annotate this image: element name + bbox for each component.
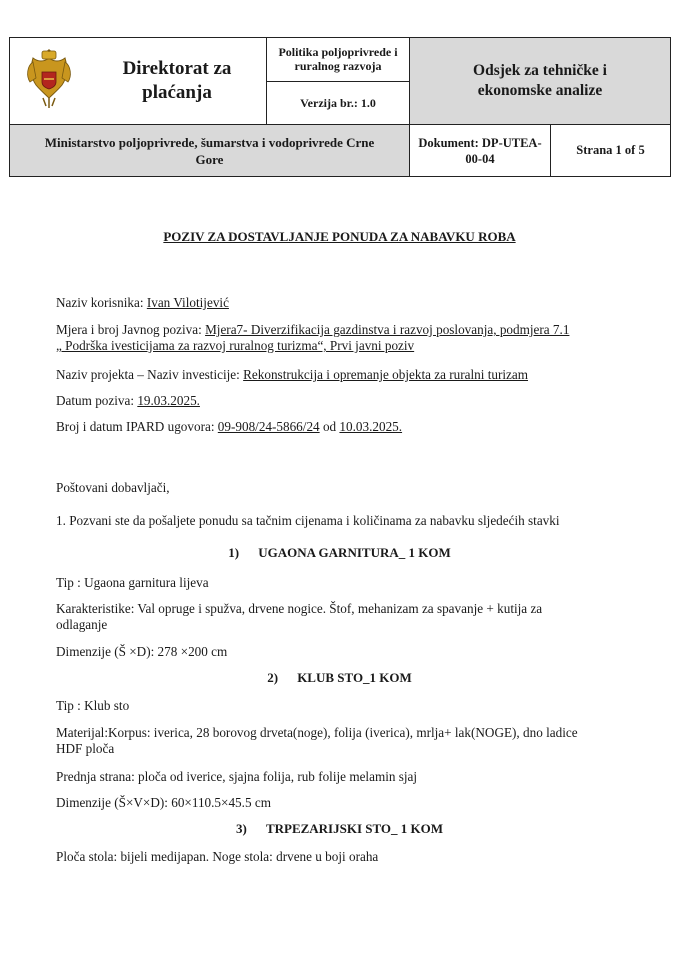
- org-title-cell: [88, 38, 267, 125]
- item-3-title: TRPEZARIJSKI STO_ 1 KOM: [265, 821, 444, 836]
- policy-line1: Politika poljoprivrede i: [278, 45, 398, 60]
- field-ugovor: [56, 419, 636, 435]
- department-cell: [410, 38, 671, 125]
- mjera-label: Mjera i broj Javnog poziva:: [56, 322, 206, 337]
- item-2-heading: [0, 670, 679, 686]
- item-2-tip: Tip : Klub sto: [56, 698, 130, 713]
- datum-label: Datum poziva:: [56, 393, 138, 408]
- document-number-cell: [410, 125, 551, 177]
- mjera-value-line1: Mjera7- Diverzifikacija gazdinstva i razvoj poslovanja, podmjera 7.1: [205, 322, 570, 337]
- version-cell: [267, 81, 410, 125]
- item-2-number: 2): [267, 670, 279, 685]
- mjera-value-line2: „ Podrška ivesticijama za razvoj ruralnog turizma“, Prvi javni poziv: [56, 338, 415, 353]
- item-1-karakteristike-line1: Karakteristike: Val opruge i spužva, drvene nogice. Štof, mehanizam za spavanje + kutija za: [56, 601, 543, 616]
- department-line2: ekonomske analize: [477, 82, 603, 99]
- ministry-cell: [10, 125, 410, 177]
- field-projekt: [56, 367, 636, 383]
- item-2-materijal-line1: Materijal:Korpus: iverica, 28 borovog drveta(noge), folija (iverica), mrlja+ lak(NOGE), dno ladice: [56, 725, 578, 740]
- projekt-value: Rekonstrukcija i opremanje objekta za ruralni turizam: [243, 367, 529, 382]
- intro-paragraph: 1. Pozvani ste da pošaljete ponudu sa tačnim cijenama i količinama za nabavku sljedećih stavki: [56, 513, 560, 528]
- document-line1: Dokument: DP-UTEA-: [418, 135, 542, 150]
- department-line1: Odsjek za tehničke i: [473, 62, 607, 79]
- item-3-opis: Ploča stola: bijeli medijapan. Noge stola: drvene u boji oraha: [56, 849, 379, 864]
- item-2-title: KLUB STO_1 KOM: [297, 670, 412, 685]
- policy-line2: ruralnog razvoja: [294, 59, 382, 74]
- datum-value: 19.03.2025.: [137, 393, 200, 408]
- version-label: Verzija br.: 1.0: [300, 95, 376, 110]
- ugovor-label: Broj i datum IPARD ugovora:: [56, 419, 218, 434]
- item-1-dimenzije: Dimenzije (Š ×D): 278 ×200 cm: [56, 644, 228, 659]
- page-number: Strana 1 of 5: [576, 143, 645, 157]
- montenegro-coat-of-arms-icon: [24, 48, 74, 110]
- projekt-label: Naziv projekta – Naziv investicije:: [56, 367, 244, 382]
- item-3-number: 3): [235, 821, 247, 836]
- ugovor-od: od: [319, 419, 340, 434]
- korisnik-label: Naziv korisnika:: [56, 295, 147, 310]
- ugovor-date: 10.03.2025.: [339, 419, 403, 434]
- item-1-heading: [0, 545, 679, 561]
- page-number-cell: [551, 125, 671, 177]
- item-2-dimenzije: Dimenzije (Š×V×D): 60×110.5×45.5 cm: [56, 795, 271, 810]
- item-1-karakteristike: [56, 601, 636, 633]
- item-1-karakteristike-line2: odlaganje: [56, 617, 108, 632]
- item-3-heading: [0, 821, 679, 837]
- ministry-line2: Gore: [195, 151, 224, 167]
- field-datum: [56, 393, 636, 409]
- ugovor-number: 09-908/24-5866/24: [217, 419, 320, 434]
- policy-cell: [267, 38, 410, 82]
- field-korisnik: [56, 295, 636, 311]
- ministry-line1: Ministarstvo poljoprivrede, šumarstva i vodoprivrede Crne: [44, 134, 375, 150]
- document-title: POZIV ZA DOSTAVLJANJE PONUDA ZA NABAVKU ROBA: [163, 229, 516, 244]
- korisnik-value: Ivan Vilotijević: [146, 295, 229, 310]
- item-2-materijal: [56, 725, 636, 757]
- document-header-table: [9, 37, 671, 177]
- item-2-prednja: Prednja strana: ploča od iverice, sjajna folija, rub folije melamin sjaj: [56, 769, 418, 784]
- org-title-line1: Direktorat za: [122, 58, 232, 79]
- item-1-number: 1): [228, 545, 240, 560]
- document-line2: 00-04: [465, 151, 495, 166]
- greeting: Poštovani dobavljači,: [56, 480, 170, 495]
- org-title-line2: plaćanja: [142, 82, 212, 103]
- field-mjera: [56, 322, 636, 354]
- item-1-title: UGAONA GARNITURA_ 1 KOM: [258, 545, 451, 560]
- item-1-tip: Tip : Ugaona garnitura lijeva: [56, 575, 209, 590]
- logo-cell: [10, 38, 89, 125]
- item-2-materijal-line2: HDF ploča: [56, 741, 115, 756]
